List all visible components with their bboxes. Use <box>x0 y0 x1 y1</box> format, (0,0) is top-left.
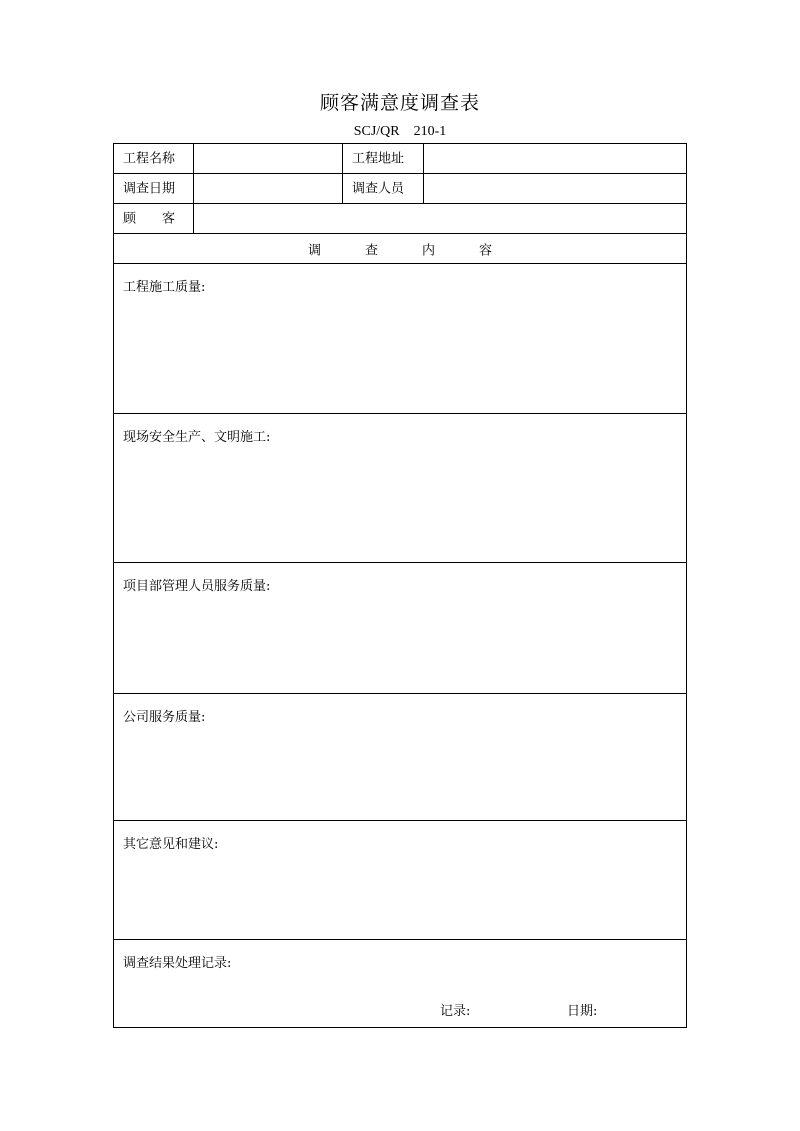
surveyor-label: 调查人员 <box>352 181 405 196</box>
row-survey-heading <box>114 234 686 264</box>
form-code: SCJ/QR 210-1 <box>353 124 447 139</box>
project-name-label-cell <box>114 144 194 173</box>
construction-quality-label: 工程施工质量: <box>123 280 206 295</box>
heading-char-3: 内 <box>421 243 435 258</box>
survey-date-field[interactable] <box>194 174 343 203</box>
row-customer <box>114 204 686 234</box>
section-project-management[interactable] <box>114 563 686 694</box>
section-site-safety[interactable] <box>114 414 686 563</box>
project-name-label: 工程名称 <box>123 151 176 166</box>
customer-field[interactable] <box>194 204 686 233</box>
heading-char-2: 查 <box>364 243 378 258</box>
section-construction-quality[interactable] <box>114 264 686 414</box>
surveyor-field[interactable] <box>424 174 686 203</box>
surveyor-label-cell <box>343 174 424 203</box>
project-management-label: 项目部管理人员服务质量: <box>123 579 271 594</box>
project-address-label: 工程地址 <box>352 151 405 166</box>
project-address-field[interactable] <box>424 144 686 173</box>
section-company-service[interactable] <box>114 694 686 821</box>
row-survey-info <box>114 174 686 204</box>
result-record-label: 调查结果处理记录: <box>123 956 232 971</box>
site-safety-label: 现场安全生产、文明施工: <box>123 430 271 445</box>
section-other-opinions[interactable] <box>114 821 686 940</box>
customer-label: 顾 客 <box>123 211 176 226</box>
company-service-label: 公司服务质量: <box>123 710 206 725</box>
other-opinions-label: 其它意见和建议: <box>123 837 219 852</box>
record-date-label: 日期: <box>567 1004 598 1019</box>
page-title: 顾客满意度调查表 <box>319 92 480 114</box>
heading-char-4: 容 <box>478 243 492 258</box>
survey-date-label-cell <box>114 174 194 203</box>
survey-content-heading <box>114 239 686 258</box>
survey-form <box>113 143 687 1028</box>
recorder-label: 记录: <box>440 1004 471 1019</box>
project-name-field[interactable] <box>194 144 343 173</box>
customer-label-cell <box>114 204 194 233</box>
project-address-label-cell <box>343 144 424 173</box>
row-project <box>114 144 686 174</box>
section-result-record[interactable] <box>114 940 686 1027</box>
heading-char-1: 调 <box>307 243 321 258</box>
survey-date-label: 调查日期 <box>123 181 176 196</box>
